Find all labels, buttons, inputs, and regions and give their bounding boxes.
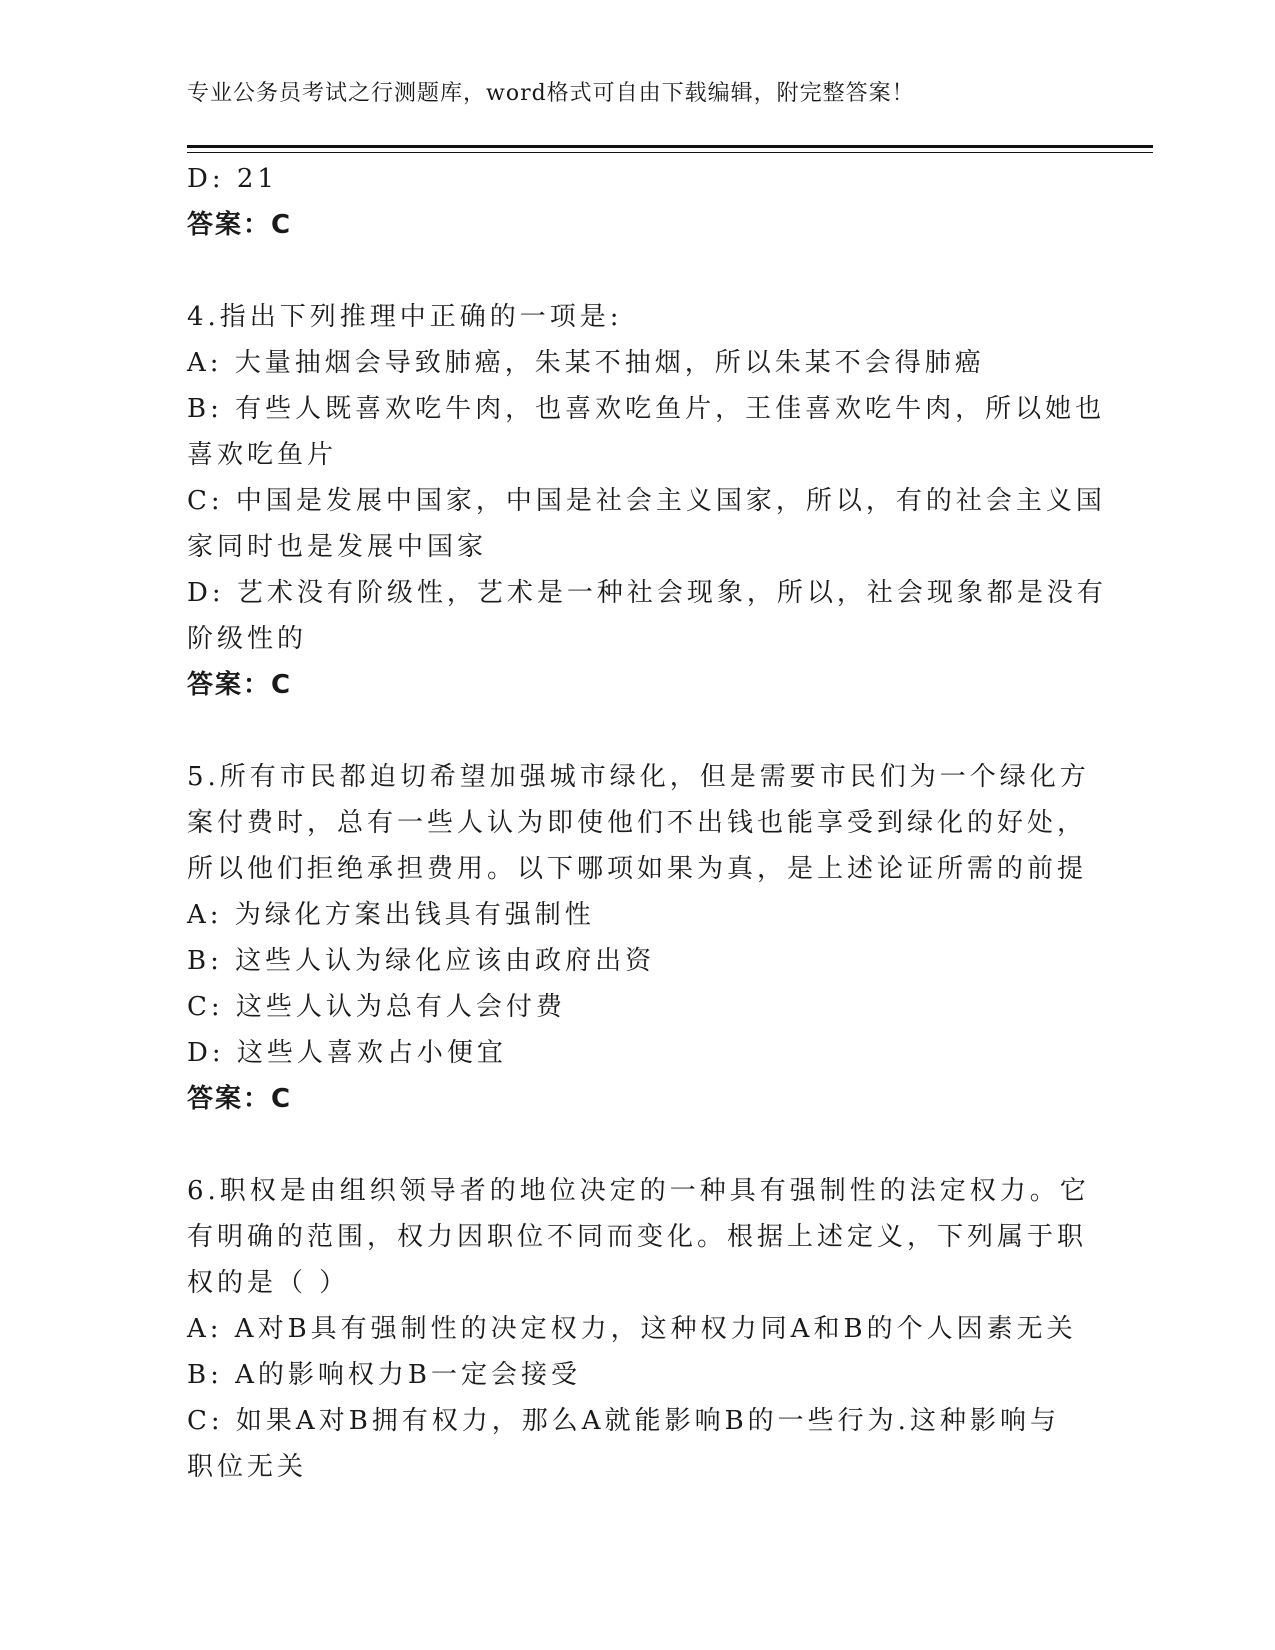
option-a: A: 为绿化方案出钱具有强制性 (187, 900, 595, 930)
option-a: A: 大量抽烟会导致肺癌，朱某不抽烟，所以朱某不会得肺癌 (187, 348, 985, 378)
question-stem-continued: 有明确的范围，权力因职位不同而变化。根据上述定义，下列属于职 (187, 1222, 1088, 1252)
option-b: B: 这些人认为绿化应该由政府出资 (187, 946, 656, 976)
answer: 答案：C (187, 1084, 293, 1114)
spacer (187, 248, 1087, 294)
question-content (187, 156, 1107, 1490)
option-c: C: 这些人认为总有人会付费 (187, 992, 566, 1022)
question-4 (187, 294, 1107, 708)
option-d: D: 21 (187, 164, 278, 194)
answer: 答案：C (187, 210, 293, 240)
option-b: B: 有些人既喜欢吃牛肉，也喜欢吃鱼片，王佳喜欢吃牛肉，所以她也 (187, 394, 1106, 424)
option-b-continued: 喜欢吃鱼片 (187, 440, 338, 470)
spacer (187, 1122, 1087, 1168)
header-rule-thick (187, 145, 1153, 148)
option-b: B: A的影响权力B一定会接受 (187, 1360, 582, 1390)
option-c: C: 中国是发展中国家，中国是社会主义国家，所以，有的社会主义国 (187, 486, 1106, 516)
option-c: C: 如果A对B拥有权力，那么A就能影响B的一些行为.这种影响与 (187, 1406, 1060, 1436)
option-d: D: 这些人喜欢占小便宜 (187, 1038, 507, 1068)
question-3-tail (187, 156, 1087, 248)
page-header: 专业公务员考试之行测题库，word格式可自由下载编辑，附完整答案！ (187, 81, 915, 106)
question-6 (187, 1168, 1090, 1490)
option-d: D: 艺术没有阶级性，艺术是一种社会现象，所以，社会现象都是没有 (187, 578, 1107, 608)
question-stem-continued: 权的是（ ） (187, 1268, 350, 1298)
spacer (187, 708, 1087, 754)
question-stem-continued: 所以他们拒绝承担费用。以下哪项如果为真，是上述论证所需的前提 (187, 854, 1088, 884)
question-stem: 6.职权是由组织领导者的地位决定的一种具有强制性的法定权力。它 (187, 1176, 1090, 1206)
option-a: A: A对B具有强制性的决定权力，这种权力同A和B的个人因素无关 (187, 1314, 1077, 1344)
header-rule-thin (187, 152, 1153, 153)
question-stem: 5.所有市民都迫切希望加强城市绿化，但是需要市民们为一个绿化方 (187, 762, 1090, 792)
question-5 (187, 754, 1090, 1122)
question-stem: 4.指出下列推理中正确的一项是: (187, 302, 623, 332)
option-d-continued: 阶级性的 (187, 624, 308, 654)
option-c-continued: 职位无关 (187, 1452, 308, 1482)
answer: 答案：C (187, 670, 293, 700)
question-stem-continued: 案付费时，总有一些人认为即使他们不出钱也能享受到绿化的好处， (187, 808, 1088, 838)
option-c-continued: 家同时也是发展中国家 (187, 532, 488, 562)
